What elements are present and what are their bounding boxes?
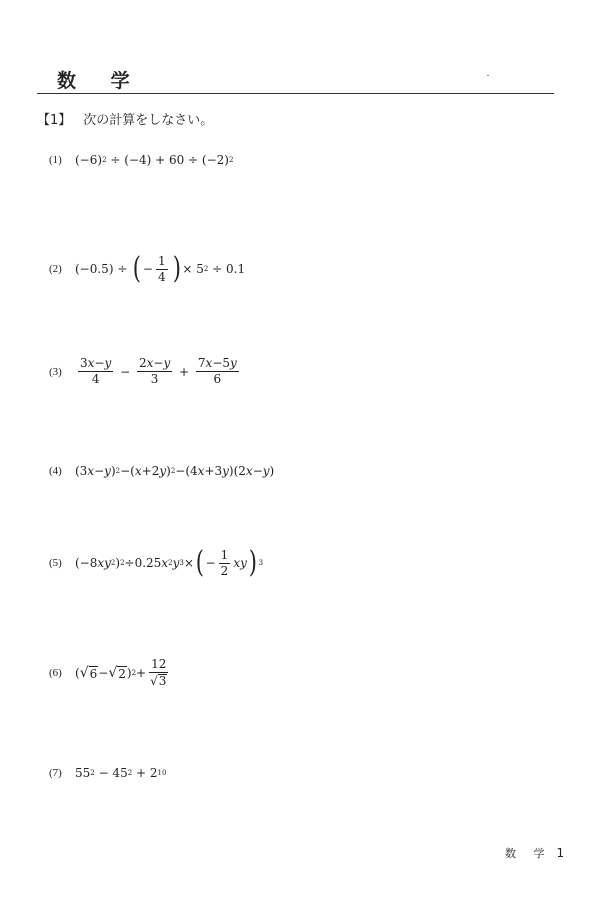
problem-7-expression: 55 2 − 45 2 + 2 10 (75, 766, 167, 780)
problem-2-expression: (−0.5) ÷ ( − $\frac{1}{4}$ ) × 5 2 ÷ 0.1 (75, 251, 246, 286)
problem-2 (49, 251, 246, 286)
problem-3-expression: $\frac{3x-y}{4}$ − $\frac{2x-y}{3}$ + $\frac{7x-5y}{6}$ (80, 356, 237, 386)
problem-4-expression: (3 x − y ) 2 −( x +2 y ) 2 −(4 x +3 y )(2 x − y ) (75, 464, 275, 478)
problem-5-expression: (−8 xy 2 ) 2 ÷0.25 x 2 y 3 × ( − $\frac{1}{2}$ xy ) 3 (75, 545, 264, 580)
title-divider (37, 93, 554, 94)
problem-5 (49, 545, 264, 580)
problem-label: (3) (49, 365, 62, 378)
page-footer (505, 845, 564, 861)
problem-label: (1) (49, 154, 62, 166)
page-title: 数 学 (57, 70, 144, 92)
section-number: 【1】 (37, 113, 72, 128)
problem-label: (7) (49, 767, 62, 779)
problem-label: (6) (49, 667, 62, 679)
problem-label: (2) (49, 263, 62, 275)
scan-speck (487, 75, 489, 76)
problem-4 (49, 464, 274, 478)
problem-6-expression: ( √ 6 − √ 2 ) 2 + 12 √ 3 (75, 657, 167, 688)
problem-3 (49, 357, 242, 386)
problem-7 (49, 766, 166, 780)
section-heading (37, 109, 213, 128)
problem-label: (5) (49, 557, 62, 569)
problem-1-expression: (−6) 2 ÷ (−4) + 60 ÷ (−2) 2 (75, 153, 234, 167)
page-number: 1 (556, 846, 565, 860)
footer-subject: 数 学 (505, 847, 552, 860)
section-instruction: 次の計算をしなさい。 (83, 113, 214, 128)
problem-1 (49, 153, 233, 167)
problem-label: (4) (49, 465, 62, 477)
problem-6 (49, 658, 171, 688)
